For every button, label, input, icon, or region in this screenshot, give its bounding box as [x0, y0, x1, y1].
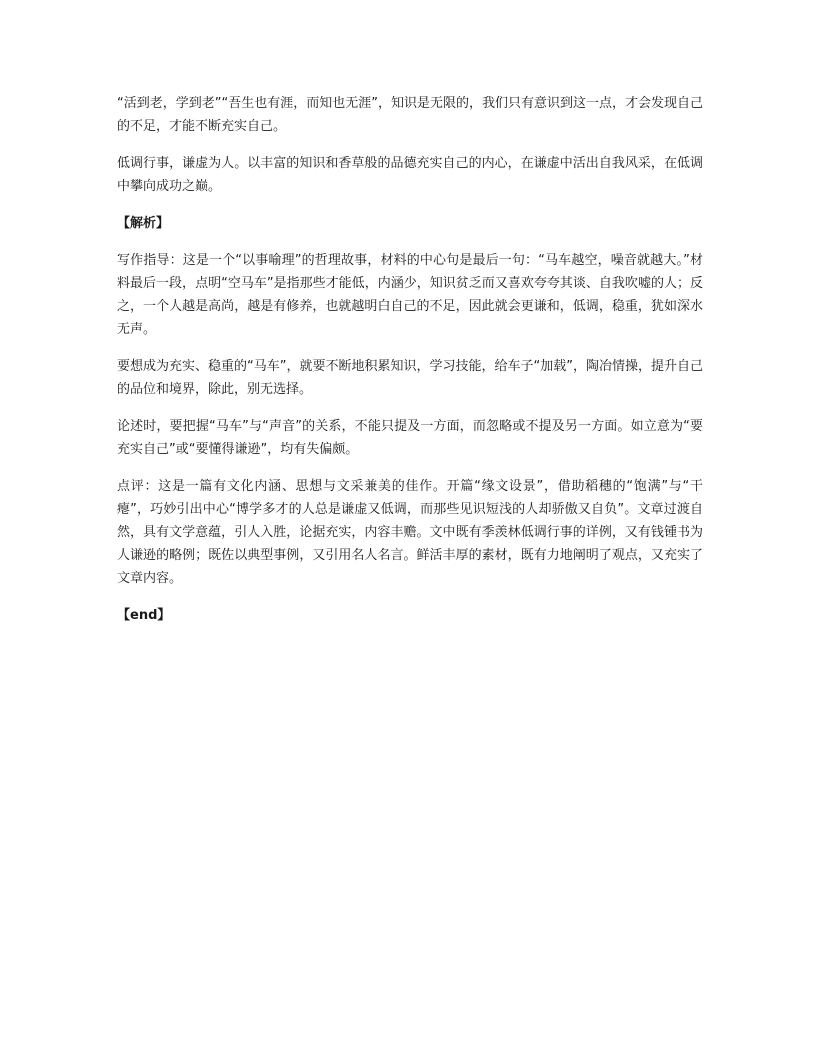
document-page: [117, 92, 703, 641]
analysis-paragraph-1: 写作指导：这是一个“以事喻理”的哲理故事，材料的中心句是最后一句：“马车越空，噪音就越大。”材料最后一段，点明“空马车”是指那些才能低，内涵少，知识贫乏而又喜欢夸夸其谈、自我吹嘘的人；反之，一个人越是高尚，越是有修养，也就越明白自己的不足，因此就会更谦和，低调，稳重，犹如深水无声。: [117, 253, 703, 337]
essay-paragraph-1: “活到老，学到老”“吾生也有涯，而知也无涯”，知识是无限的，我们只有意识到这一点，才会发现自己的不足，才能不断充实自己。: [117, 96, 703, 134]
analysis-paragraph-3: 论述时，要把握“马车”与“声音”的关系，不能只提及一方面，而忽略或不提及另一方面。如立意为“要充实自己”或“要懂得谦逊”，均有失偏颇。: [117, 419, 703, 457]
analysis-paragraph-2: 要想成为充实、稳重的“马车”，就要不断地积累知识，学习技能，给车子“加载”，陶冶情操，提升自己的品位和境界，除此，别无选择。: [117, 359, 703, 397]
analysis-heading: 【解析】: [117, 216, 170, 231]
essay-paragraph-2: 低调行事，谦虚为人。以丰富的知识和香草般的品德充实自己的内心，在谦虚中活出自我风采，在低调中攀向成功之巅。: [117, 156, 703, 194]
end-marker: 【end】: [117, 608, 171, 623]
analysis-paragraph-4: 点评：这是一篇有文化内涵、思想与文采兼美的佳作。开篇“缘文设景”，借助稻穗的“饱满”与“干瘪”，巧妙引出中心“博学多才的人总是谦虚又低调，而那些见识短浅的人却骄傲又自负”。文章过渡自然，具有文学意蕴，引人入胜，论据充实，内容丰赡。文中既有季羡林低调行事的详例，又有钱锺书为人谦逊的略例；既佐以典型事例，又引用名人名言。鲜活丰厚的素材，既有力地阐明了观点，又充实了文章内容。: [117, 479, 703, 586]
